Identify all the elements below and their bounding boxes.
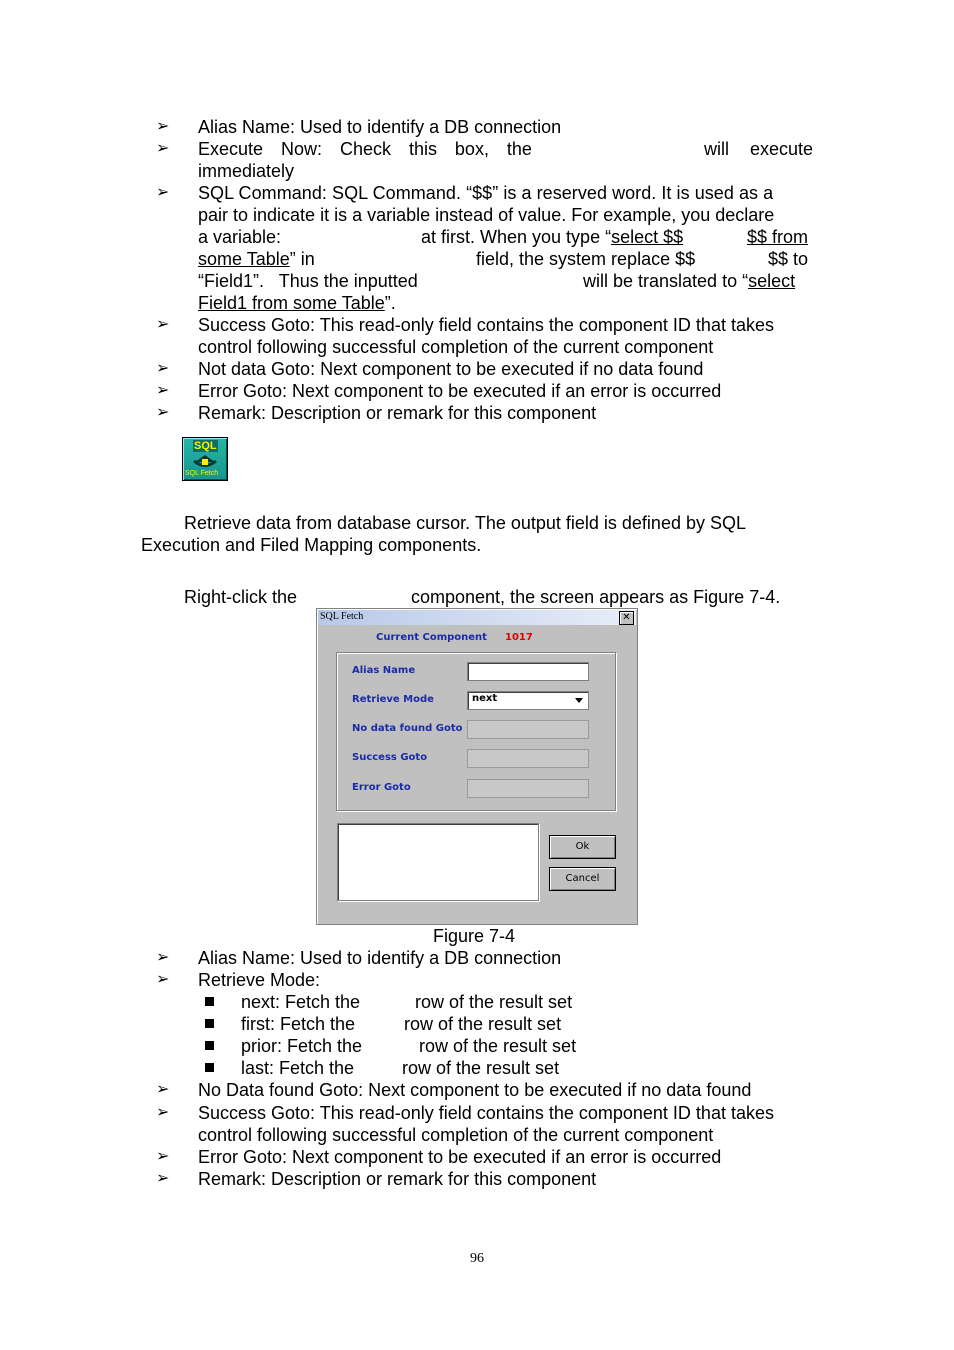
mode-last-text-b: row of the result set xyxy=(402,1058,560,1078)
tray-arrow-icon xyxy=(191,453,219,470)
chevron-down-icon xyxy=(575,698,583,703)
sql-command-line3b: at first. When you type “select $$ xyxy=(421,227,684,247)
error-goto-label: Error Goto xyxy=(352,782,411,793)
mode-next-text-a: next: Fetch the xyxy=(241,992,361,1012)
figure-caption: Figure 7-4 xyxy=(433,926,516,946)
success-goto-line1: Success Goto: This read-only field contains the component ID that takes xyxy=(198,315,774,335)
success-goto-input xyxy=(467,749,589,768)
bullet-square-icon xyxy=(205,997,214,1006)
no-data-found-goto-text: No Data found Goto: Next component to be executed if no data found xyxy=(198,1080,752,1100)
bullet-arrow-icon: ➢ xyxy=(156,118,170,135)
page-number: 96 xyxy=(470,1251,484,1266)
execute-now-text-end: will execute xyxy=(704,139,813,159)
sql-command-line4d: $$ to xyxy=(768,249,809,269)
alias-name-input[interactable] xyxy=(467,662,589,681)
bullet-arrow-icon: ➢ xyxy=(156,316,170,333)
sql-command-line3a: a variable: xyxy=(198,227,282,247)
bullet-arrow-icon: ➢ xyxy=(156,1148,170,1165)
sql-command-line2: pair to indicate it is a variable instead of value. For example, you declare xyxy=(198,205,775,225)
dialog-titlebar xyxy=(318,610,636,625)
success-goto-line1-2: Success Goto: This read-only field contains the component ID that takes xyxy=(198,1103,774,1123)
bullet-arrow-icon: ➢ xyxy=(156,184,170,201)
no-data-found-goto-label: No data found Goto xyxy=(352,723,463,734)
bullet-arrow-icon: ➢ xyxy=(156,382,170,399)
sql-command-line4a: some Table” in xyxy=(198,249,315,269)
sql-fetch-icon: SQL SQL Fetch xyxy=(182,437,228,481)
bullet-arrow-icon: ➢ xyxy=(156,140,170,157)
remark-text: Remark: Description or remark for this component xyxy=(198,403,597,423)
sql-command-line5a: “Field1”. Thus the inputted xyxy=(198,271,418,291)
error-goto-input xyxy=(467,779,589,798)
sql-fetch-dialog xyxy=(316,608,638,925)
retrieve-mode-select[interactable] xyxy=(467,691,589,710)
right-click-text-b: component, the screen appears as Figure 7-4. xyxy=(411,587,781,607)
retrieve-mode-value: next xyxy=(472,693,498,704)
mode-prior-text-b: row of the result set xyxy=(419,1036,577,1056)
alias-name-text-2: Alias Name: Used to identify a DB connection xyxy=(198,948,562,968)
mode-next-text-b: row of the result set xyxy=(415,992,573,1012)
current-component-value: 1017 xyxy=(505,632,533,643)
error-goto-text: Error Goto: Next component to be executed if an error is occurred xyxy=(198,381,722,401)
bullet-arrow-icon: ➢ xyxy=(156,1081,170,1098)
dialog-title: SQL Fetch xyxy=(320,611,364,622)
bullet-arrow-icon: ➢ xyxy=(156,949,170,966)
success-goto-label: Success Goto xyxy=(352,752,428,763)
bullet-square-icon xyxy=(205,1041,214,1050)
bullet-square-icon xyxy=(205,1019,214,1028)
not-data-goto-text: Not data Goto: Next component to be executed if no data found xyxy=(198,359,704,379)
remark-text-2: Remark: Description or remark for this component xyxy=(198,1169,597,1189)
mode-first-text-b: row of the result set xyxy=(404,1014,562,1034)
bullet-arrow-icon: ➢ xyxy=(156,360,170,377)
success-goto-line2: control following successful completion of the current component xyxy=(198,337,714,357)
mode-first-text-a: first: Fetch the xyxy=(241,1014,356,1034)
intro-line2: Execution and Filed Mapping components. xyxy=(141,535,482,555)
execute-now-text-line2: immediately xyxy=(198,161,295,181)
retrieve-mode-text: Retrieve Mode: xyxy=(198,970,321,990)
right-click-text-a: Right-click the xyxy=(184,587,298,607)
bullet-arrow-icon: ➢ xyxy=(156,971,170,988)
alias-name-text: Alias Name: Used to identify a DB connection xyxy=(198,117,562,137)
cancel-button[interactable]: Cancel xyxy=(549,867,616,891)
execute-now-text: Execute Now: Check this box, the xyxy=(198,139,532,159)
no-data-found-goto-input xyxy=(467,720,589,739)
close-button[interactable]: ✕ xyxy=(619,611,634,625)
sql-command-line5b: will be translated to “select xyxy=(583,271,796,291)
mode-prior-text-a: prior: Fetch the xyxy=(241,1036,363,1056)
current-component-label: Current Component xyxy=(376,632,487,643)
error-goto-text-2: Error Goto: Next component to be executed if an error is occurred xyxy=(198,1147,722,1167)
retrieve-mode-label: Retrieve Mode xyxy=(352,694,434,705)
bullet-arrow-icon: ➢ xyxy=(156,1170,170,1187)
sql-command-line3d: $$ from xyxy=(747,227,809,247)
bullet-arrow-icon: ➢ xyxy=(156,1104,170,1121)
intro-line1: Retrieve data from database cursor. The output field is defined by SQL xyxy=(184,513,746,533)
remark-textarea[interactable] xyxy=(337,823,539,901)
ok-button[interactable]: Ok xyxy=(549,835,616,859)
sql-command-line4c: field, the system replace $$ xyxy=(476,249,696,269)
bullet-square-icon xyxy=(205,1063,214,1072)
mode-last-text-a: last: Fetch the xyxy=(241,1058,355,1078)
sql-command-line1: SQL Command: SQL Command. “$$” is a reserved word. It is used as a xyxy=(198,183,774,203)
bullet-arrow-icon: ➢ xyxy=(156,404,170,421)
success-goto-line2-2: control following successful completion of the current component xyxy=(198,1125,714,1145)
sql-command-line6: Field1 from some Table”. xyxy=(198,293,396,313)
alias-name-label: Alias Name xyxy=(352,665,416,676)
